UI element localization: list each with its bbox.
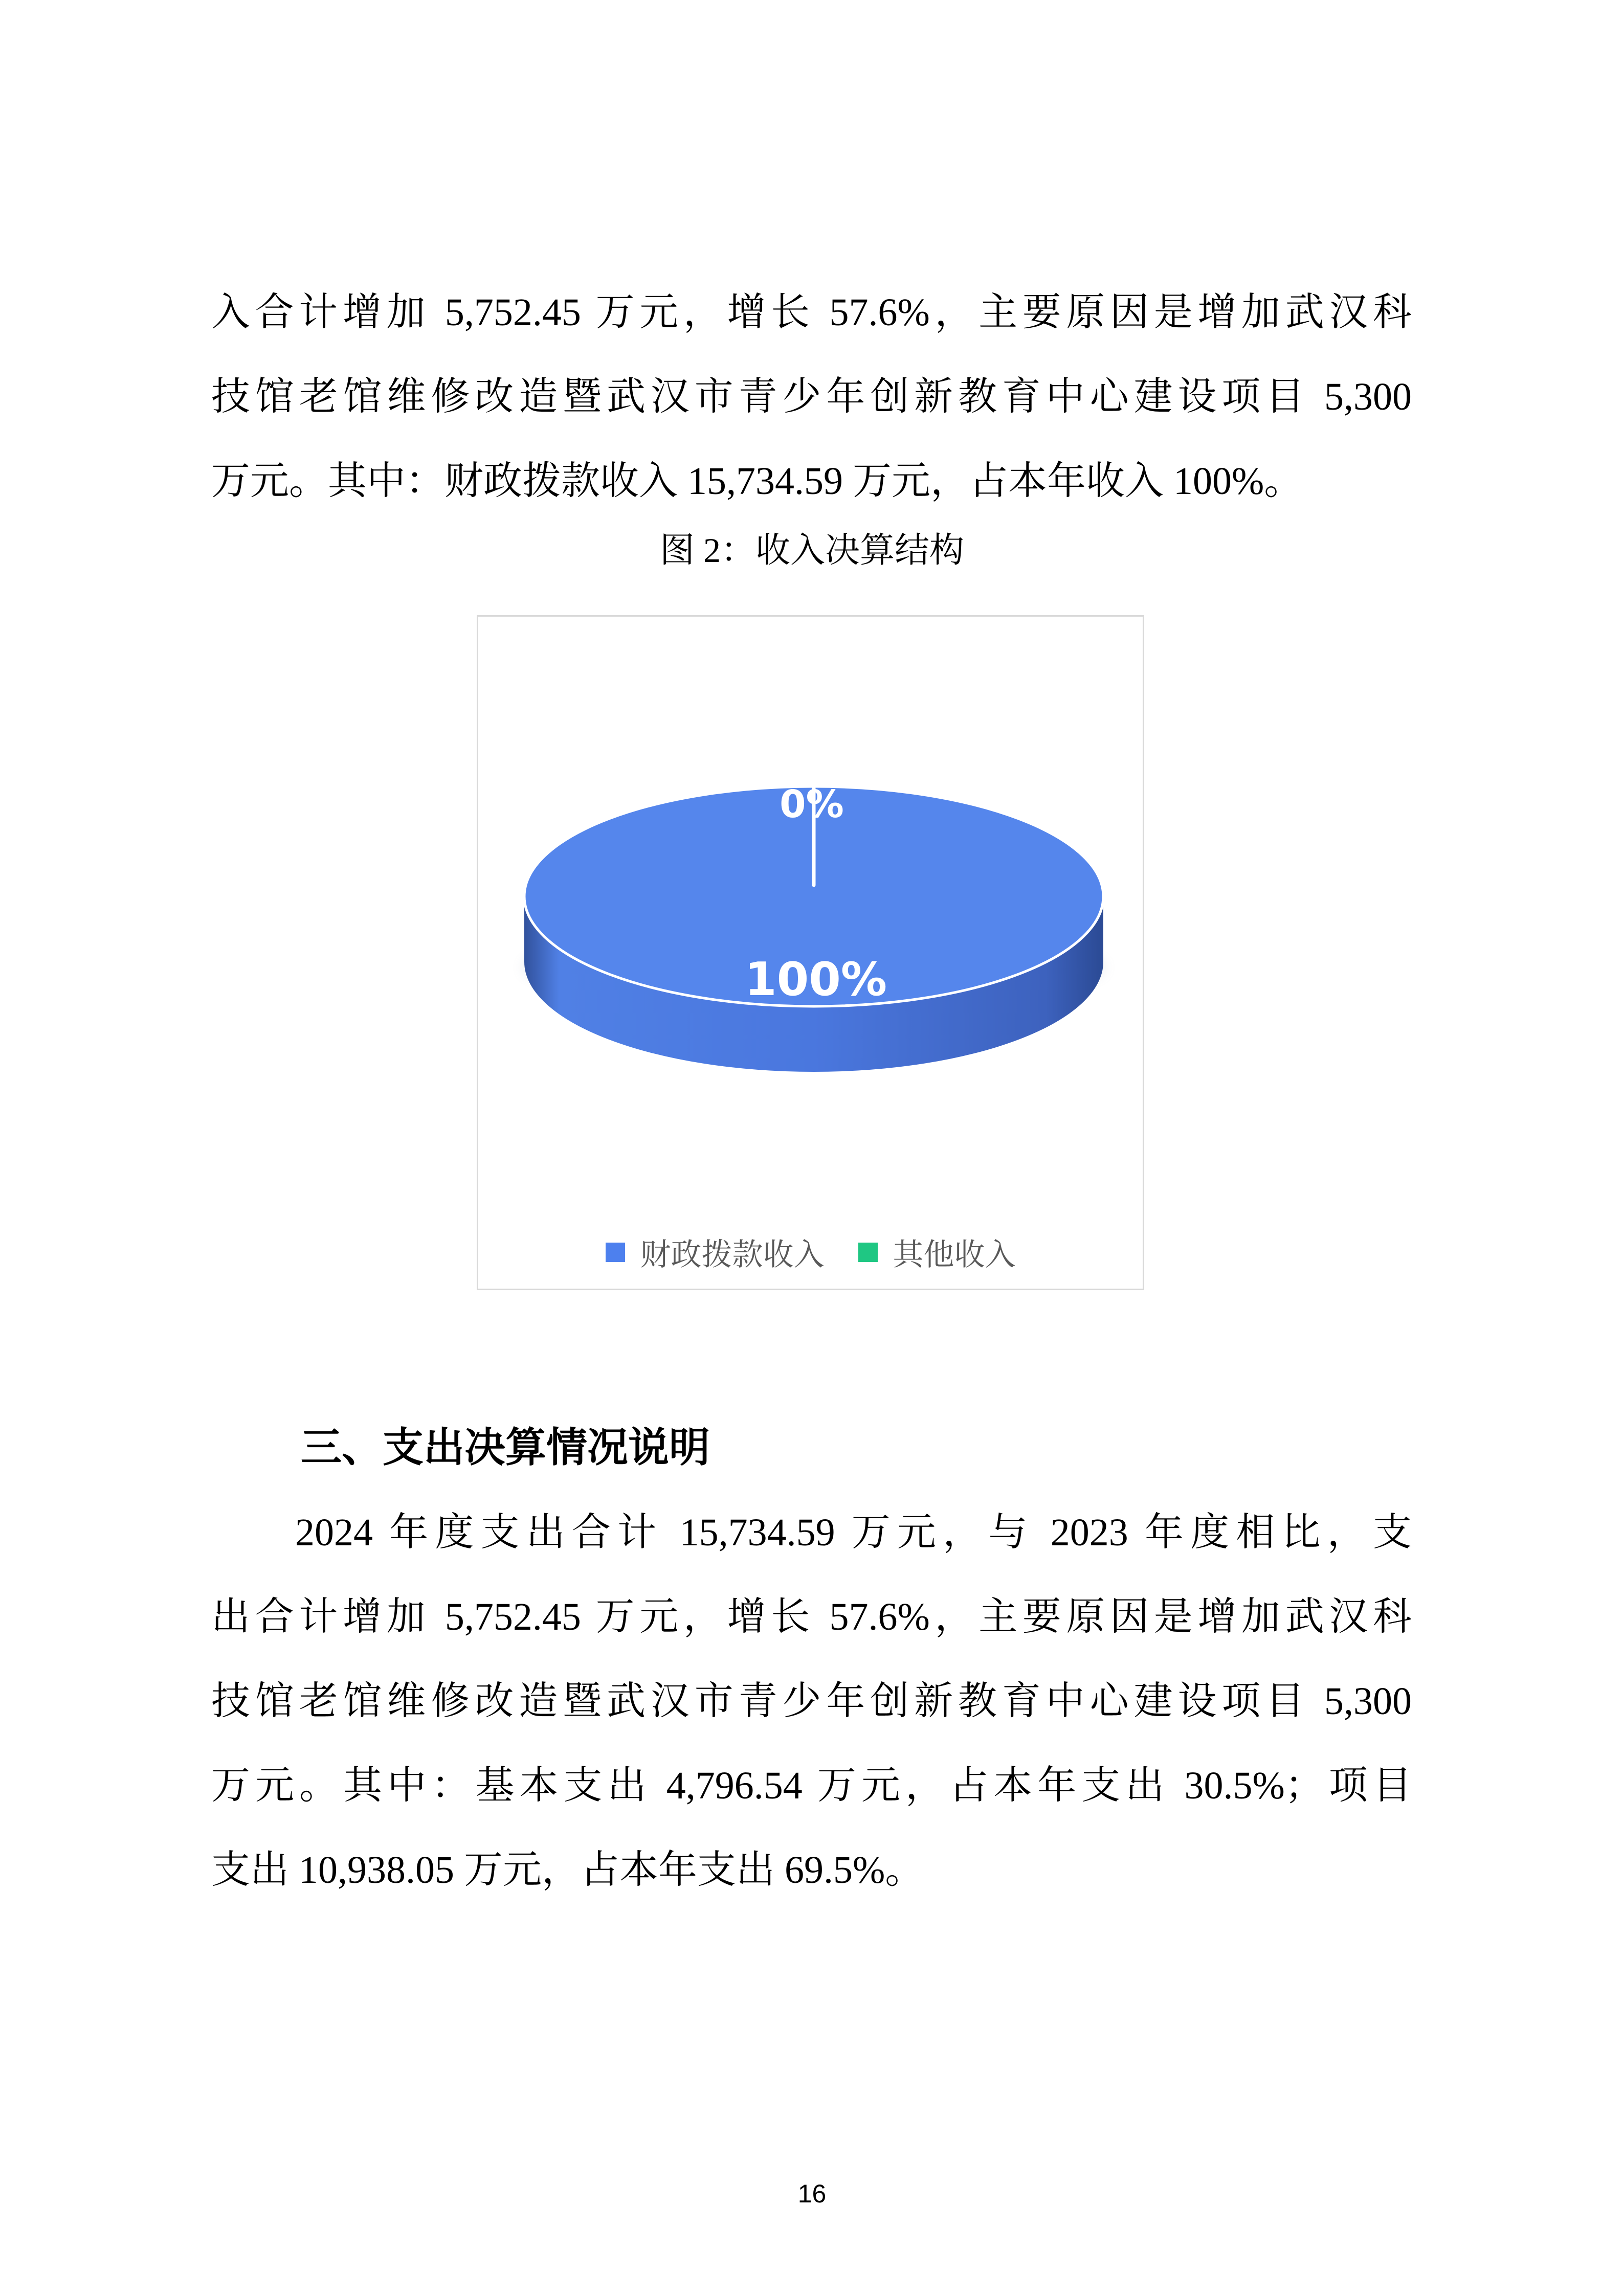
legend-label: 其他收入	[893, 1237, 1016, 1272]
legend-label: 财政拨款收入	[640, 1237, 825, 1272]
pie-label-zero: 0%	[780, 782, 844, 826]
legend-item-other-income	[858, 1230, 1016, 1274]
legend-swatch-blue	[606, 1243, 625, 1262]
paragraph-line: 入合计增加 5,752.45 万元，增长 57.6%，主要原因是增加武汉科	[211, 291, 1412, 334]
page-number: 16	[797, 2179, 827, 2208]
section-heading-expenditure: 三、支出决算情况说明	[301, 1425, 710, 1470]
figure-title: 图 2：收入决算结构	[659, 531, 964, 570]
chart-legend	[478, 1230, 1143, 1274]
paragraph-expenditure-summary	[211, 1491, 1412, 1912]
paragraph-line: 2024 年度支出合计 15,734.59 万元，与 2023 年度相比，支	[295, 1511, 1412, 1554]
paragraph-line: 支出 10,938.05 万元，占本年支出 69.5%。	[211, 1849, 924, 1892]
pie-chart-canvas	[478, 617, 1143, 1289]
legend-swatch-green	[858, 1243, 878, 1262]
paragraph-line: 万元。其中：基本支出 4,796.54 万元，占本年支出 30.5%；项目	[211, 1764, 1412, 1807]
paragraph-line: 出合计增加 5,752.45 万元，增长 57.6%，主要原因是增加武汉科	[211, 1595, 1412, 1638]
income-structure-pie-chart	[477, 615, 1144, 1290]
paragraph-line: 万元。其中：财政拨款收入 15,734.59 万元，占本年收入 100%。	[211, 460, 1303, 503]
legend-item-fiscal-income	[606, 1230, 825, 1274]
paragraph-line: 技馆老馆维修改造暨武汉市青少年创新教育中心建设项目 5,300	[211, 375, 1412, 418]
paragraph-line: 技馆老馆维修改造暨武汉市青少年创新教育中心建设项目 5,300	[211, 1680, 1412, 1723]
paragraph-income-summary	[211, 271, 1412, 524]
pie-label-hundred: 100%	[744, 953, 887, 1006]
